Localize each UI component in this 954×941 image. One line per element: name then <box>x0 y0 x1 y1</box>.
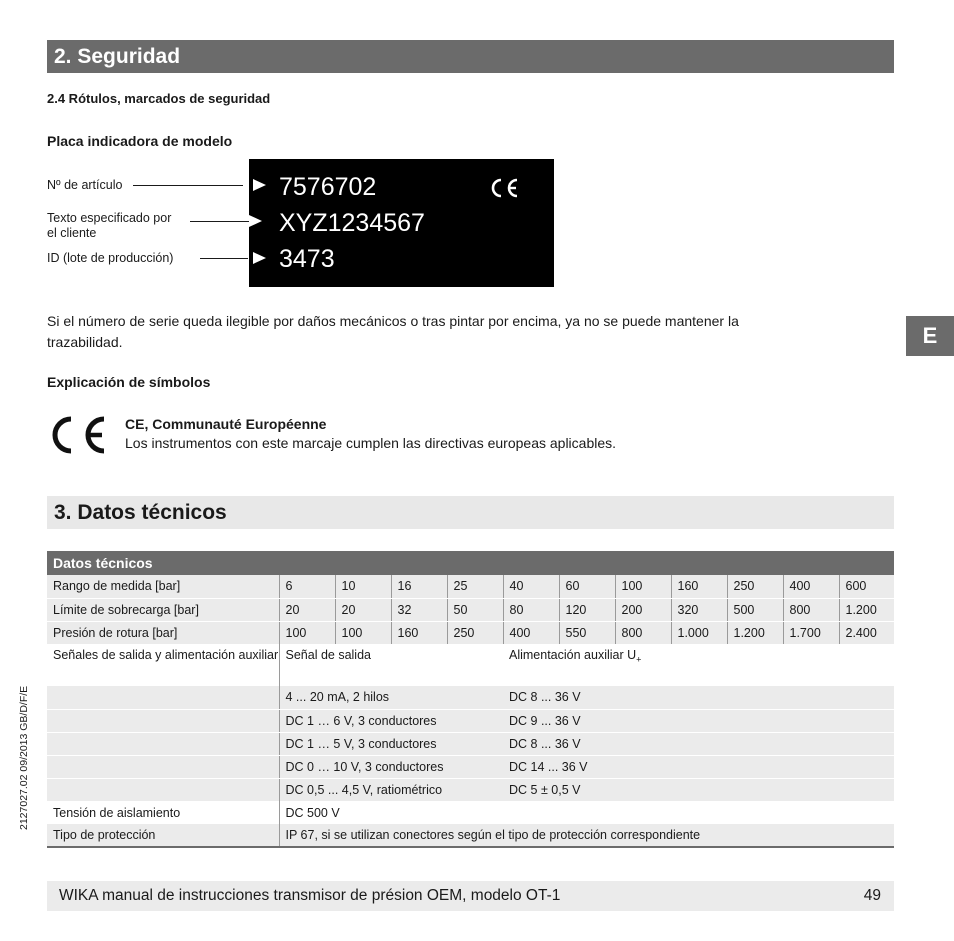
table-row-overload <box>47 598 894 621</box>
table-row-range <box>47 575 894 598</box>
table-cell: 250 <box>447 621 503 644</box>
pointer-line-2 <box>190 221 250 222</box>
table-row-protection <box>47 824 894 847</box>
table-cell: 800 <box>615 621 671 644</box>
table-header: Datos técnicos <box>47 551 894 575</box>
signal-supply: DC 8 ... 36 V <box>503 732 894 755</box>
supply-header-sub: + <box>636 654 642 665</box>
table-cell: 20 <box>335 598 391 621</box>
table-cell: 20 <box>279 598 335 621</box>
table-cell: 120 <box>559 598 615 621</box>
page-number: 49 <box>863 887 881 904</box>
ce-mark-small-icon <box>487 177 521 199</box>
footer-text: WIKA manual de instrucciones transmisor de présion OEM, modelo OT-1 <box>59 887 561 904</box>
table-cell: 100 <box>279 621 335 644</box>
section-3-title: 3. Datos técnicos <box>47 496 894 529</box>
row-label: Señales de salida y alimentación auxiliar <box>47 644 279 686</box>
page-footer <box>47 881 894 911</box>
row-label: Tipo de protección <box>47 824 279 847</box>
table-row-signal <box>47 686 894 709</box>
table-row-burst <box>47 621 894 644</box>
row-label: Rango de medida [bar] <box>47 575 279 598</box>
paragraph-line-2: trazabilidad. <box>47 334 123 350</box>
label-customer-text-2: el cliente <box>47 226 97 240</box>
table-cell: 400 <box>783 575 839 598</box>
table-cell: 1.700 <box>783 621 839 644</box>
signal-supply: DC 14 ... 36 V <box>503 755 894 778</box>
table-cell: 160 <box>391 621 447 644</box>
arrow-3-icon <box>253 252 266 264</box>
table-cell: 16 <box>391 575 447 598</box>
table-header-row <box>47 551 894 575</box>
plate-customer-text: XYZ1234567 <box>279 209 425 237</box>
table-cell: 60 <box>559 575 615 598</box>
table-cell: 500 <box>727 598 783 621</box>
label-production-id: ID (lote de producción) <box>47 251 174 265</box>
table-cell: 10 <box>335 575 391 598</box>
table-cell: 400 <box>503 621 559 644</box>
section-2-title: 2. Seguridad <box>47 40 894 73</box>
table-cell: 320 <box>671 598 727 621</box>
technical-data-table <box>47 551 894 848</box>
signal-output: DC 1 … 6 V, 3 conductores <box>279 709 503 732</box>
table-row-signal <box>47 755 894 778</box>
row-label: Límite de sobrecarga [bar] <box>47 598 279 621</box>
arrow-1-icon <box>253 179 266 191</box>
table-cell: 32 <box>391 598 447 621</box>
table-cell: 550 <box>559 621 615 644</box>
language-tab: E <box>906 316 954 356</box>
pointer-line-3 <box>200 258 248 259</box>
subsection-title: 2.4 Rótulos, marcados de seguridad <box>47 91 271 106</box>
table-cell: 1.200 <box>727 621 783 644</box>
ce-description: Los instrumentos con este marcaje cumplen las directivas europeas aplicables. <box>125 435 617 451</box>
table-cell: 6 <box>279 575 335 598</box>
table-cell: 25 <box>447 575 503 598</box>
table-cell: 100 <box>335 621 391 644</box>
ce-mark-icon <box>44 414 110 456</box>
table-cell: 1.000 <box>671 621 727 644</box>
table-cell: 100 <box>615 575 671 598</box>
insulation-value: DC 500 V <box>279 801 894 824</box>
signal-supply: DC 9 ... 36 V <box>503 709 894 732</box>
table-cell: 800 <box>783 598 839 621</box>
symbols-heading: Explicación de símbolos <box>47 374 211 390</box>
table-cell: 200 <box>615 598 671 621</box>
table-cell: 160 <box>671 575 727 598</box>
table-row-signals <box>47 644 894 686</box>
label-article-number: Nº de artículo <box>47 178 123 192</box>
signal-supply: DC 5 ± 0,5 V <box>503 778 894 801</box>
arrow-2-icon <box>249 215 262 227</box>
label-customer-text-1: Texto especificado por <box>47 211 172 225</box>
signal-supply: DC 8 ... 36 V <box>503 686 894 709</box>
table-cell: 40 <box>503 575 559 598</box>
table-row-insulation <box>47 801 894 824</box>
table-row-signal <box>47 778 894 801</box>
signal-output: 4 ... 20 mA, 2 hilos <box>279 686 503 709</box>
plate-production-id: 3473 <box>279 245 335 273</box>
paragraph-line-1: Si el número de serie queda ilegible por daños mecánicos o tras pintar por encima, ya no se puede mantener la <box>47 313 739 329</box>
row-label <box>47 755 279 778</box>
signals-supply-header <box>503 644 894 686</box>
signal-output: DC 1 … 5 V, 3 conductores <box>279 732 503 755</box>
table-cell: 250 <box>727 575 783 598</box>
supply-header-text: Alimentación auxiliar U <box>509 648 637 662</box>
row-label <box>47 709 279 732</box>
table-row-signal <box>47 709 894 732</box>
row-label: Tensión de aislamiento <box>47 801 279 824</box>
table-cell: 50 <box>447 598 503 621</box>
pointer-line-1 <box>133 185 243 186</box>
table-row-signal <box>47 732 894 755</box>
row-label <box>47 778 279 801</box>
table-cell: 80 <box>503 598 559 621</box>
document-code: 2127027.02 09/2013 GB/D/F/E <box>18 685 30 830</box>
row-label <box>47 686 279 709</box>
table-cell: 600 <box>839 575 894 598</box>
plate-article-number: 7576702 <box>279 173 377 201</box>
row-label <box>47 732 279 755</box>
type-plate <box>249 159 554 287</box>
table-cell: 2.400 <box>839 621 894 644</box>
row-label: Presión de rotura [bar] <box>47 621 279 644</box>
protection-value: IP 67, si se utilizan conectores según el tipo de protección correspondiente <box>279 824 894 847</box>
plate-heading: Placa indicadora de modelo <box>47 133 233 149</box>
traceability-paragraph <box>47 311 887 353</box>
table-cell: 1.200 <box>839 598 894 621</box>
ce-title: CE, Communauté Européenne <box>125 416 327 432</box>
signal-output: DC 0 … 10 V, 3 conductores <box>279 755 503 778</box>
signal-output: DC 0,5 ... 4,5 V, ratiométrico <box>279 778 503 801</box>
signals-output-header: Señal de salida <box>279 644 503 686</box>
